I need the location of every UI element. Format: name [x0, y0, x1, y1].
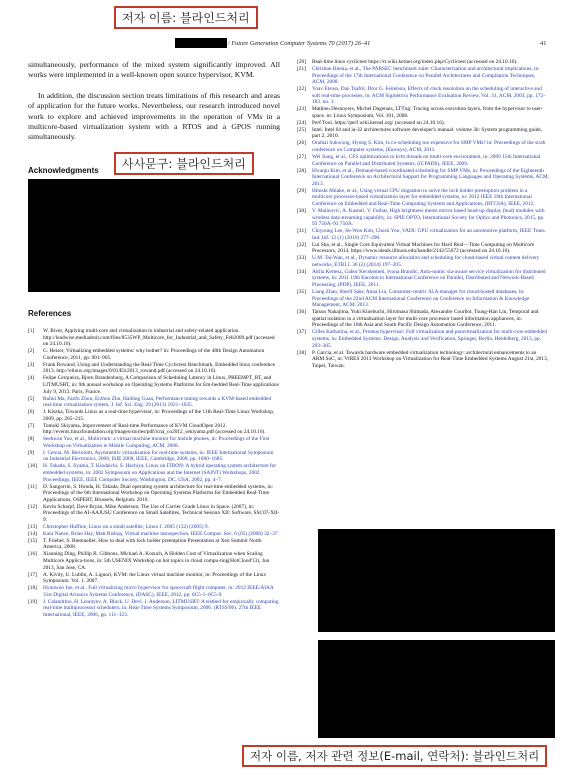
reference-item: [297, 269, 549, 289]
page-number: 41: [540, 40, 547, 47]
reference-number: [13]: [28, 523, 37, 530]
reference-item: [28, 551, 280, 571]
reference-number: [21]: [297, 65, 306, 72]
reference-text: Ruhui Ma, Fanfu Zhou, Erzhou Zhu, Haibing Guan, Performance tuning towards a KVM-based embedded real-time virtualization system, J. Inf. Sci. Eng. 29 (2013) 1021–1035.: [43, 395, 272, 409]
reference-number: [11]: [28, 483, 37, 490]
reference-text: Mathieu Desnoyers, Michel Dagenais, LTTng: Tracing across execution layers, from the hypervisor to user-space. in: Linux Symposium, Vol. 101, 2008.: [312, 106, 543, 119]
reference-number: [28]: [297, 167, 306, 174]
reference-text: Felipe Cerqueira, Bjorn Brandenburg, A Comparison of Scheduling Latency in Linux, PREEMPT_RT, and LITMUSRT, in: 9th annual workshop on Operating Systems Platforms for Em-bedded Real-Time applications July 9, 2013. Paris, France.: [43, 375, 279, 395]
reference-text: Xiaoning Ding, Phillip B. Gibbons, Michael A. Kozuch, A Hidden Cost of Virtualization when Scaling Multicore Applica-tions, in: 5th USENIX Workshop on hot topics in cloud compu-ting(HotCloud'13), Jun 2013, San Jose, CA.: [43, 551, 270, 571]
reference-item: [28, 531, 280, 538]
reference-text: Seehwan Yoo, et al., Mobivmm: a virtual machine monitor for mobile phones, in: Proceedings of the First Workshop on Virtualization in Mobile Computing, ACM, 2008.: [43, 436, 270, 449]
reference-text: Tomoki Skiyama, Improvement of Real-time Performance of KVM CloudOpen 2012. http://events.linuxfoundation.org/images/stories/pdf/lcna_co2012_sekiyama.pdf (accessed on 24.10.16).: [43, 422, 266, 436]
reference-text: J. Calandrino, H. Leontyev, A. Block, U. Devi, J. Anderson, LITMUSRT: A testbed for empirically comparing real-time multiprocessor schedulers, in: Real-Time Systems Symposium, 2006. (RTSS'06). 27th IEEE International, IEEE, 2006, pp. 111–123.: [43, 598, 279, 618]
reference-item: [297, 127, 549, 140]
reference-number: [23]: [297, 106, 306, 113]
reference-text: Attila Kertesz, Gabor Kecskemeti, Ivona Brandic, Auto-nomic sla-aware service virtualization for distributed systems, in: 2011 19th Euromicro International Conference on Parallel, Distributed and Network-Based Processing, (PDP), IEEE, 2011.: [312, 268, 546, 289]
reference-text: W. River, Applying multi-core and virtualization to industrial and safety-related application. http://leadwise.mediadroit.com/files/8535WP_Multicore_for_Industrial_and_Safety_Feb2009.pdf (accessed on 24.10.16).: [43, 328, 275, 348]
reference-text: Kevin Scharpf, Dave Bryan, Mike Anderson, The Use of Carrier Grade Linux in Space. (2007), in: Proceedings of the AI-AAJUSU Conference on Small Satellites, Technical Session XII: Software, SSC07-XII-9.: [43, 503, 280, 523]
acknowledgments-heading: Acknowledgments: [28, 166, 99, 175]
reference-item: [297, 120, 549, 127]
reference-item: [297, 329, 549, 349]
reference-number: [34]: [297, 268, 306, 275]
body-paragraph-1: simultaneously, performance of the mixed system significantly improved. All works were implemented in a well-known open source hypervisor, KVM.: [28, 60, 280, 80]
reference-item: [28, 538, 280, 551]
reference-text: Wei Jiang, et al., CFS optimizations to kvm threads on multi-core environment, in: 2009 15th International Conference on Parallel and Distributed Systems, (ICPADS), IEEE, 2009.: [312, 154, 541, 167]
reference-item: [28, 375, 280, 395]
reference-number: [9]: [28, 449, 35, 456]
reference-text: Christopher Huffine, Linux on a small satellite, Linux J. 2005 (132) (2005) 9.: [43, 523, 209, 530]
reference-text: A. Kivity, U. Lublin, A. Liguori, KVM: the Linux virtual machine monitor, in: Proceedings of the Linux Symposium. Vol. 1. 2007.: [43, 571, 267, 585]
reference-item: [28, 328, 280, 348]
reference-number: [5]: [28, 395, 35, 402]
reference-text: Perf Tool. https://perf.wiki.kernel.org/ (accessed on 24.10.16).: [312, 119, 445, 126]
annotation-author-redacted: 저자 이름: 블라인드처리: [114, 6, 258, 29]
reference-number: [1]: [28, 328, 35, 334]
redacted-author-header: [175, 38, 227, 48]
reference-number: [10]: [28, 463, 37, 470]
reference-text: Real-time linux cyclictest https://rt.wiki.kernel.org/index.php/Cyclictest (accessed on 24.10.16).: [312, 59, 518, 65]
reference-text: P. Garcia, et al. Towards hardware embedded virtualization technology: architectural enhancements to an ARM SoC, in: VtRES 2013 Workshop on Virtualization for Real-Time Embedded Systems August 21st, 2013, Taipei, Taiwan.: [312, 349, 549, 369]
redacted-acknowledgments: [28, 179, 280, 292]
reference-item: [28, 362, 280, 375]
reference-item: [297, 350, 549, 370]
reference-number: [15]: [28, 537, 37, 544]
reference-number: [37]: [297, 329, 306, 336]
reference-number: [14]: [28, 530, 37, 537]
reference-number: [19]: [28, 598, 37, 605]
reference-text: Chiyoung Lee, Se-Won Kim, Chuck Yoo, VADI: GPU virtualization for an automotive platform, IEEE Trans. Ind. Inf. 12 (1) (2016) 277–290.: [312, 228, 546, 241]
reference-number: [27]: [297, 154, 306, 161]
reference-number: [24]: [297, 119, 306, 126]
reference-number: [33]: [297, 255, 306, 262]
reference-item: [297, 309, 549, 329]
reference-number: [20]: [297, 59, 306, 65]
reference-number: [4]: [28, 375, 35, 382]
reference-text: I. Cereia, M. Bertolotti, Asymmetric virtualisation for real-time systems, in: IEEE International Symposium on Industrial Electronics, 2008, ISIE 2008, IEEE, Cambridge, 2008, pp. 1680–1685.: [43, 449, 274, 463]
references-right-column: [297, 59, 549, 370]
reference-item: [297, 255, 549, 268]
reference-number: [2]: [28, 348, 35, 355]
reference-item: [28, 524, 280, 531]
reference-item: [297, 66, 549, 86]
reference-number: [36]: [297, 309, 306, 316]
reference-text: G. Heiser, Virtualizing embedded systems: why bother? in: Proceedings of the 48th Design Automation Conference, 2011, pp. 901–905.: [43, 348, 265, 361]
reference-item: [297, 228, 549, 241]
reference-item: [297, 289, 549, 309]
reference-item: [297, 208, 549, 228]
references-heading: References: [28, 309, 72, 318]
reference-number: [18]: [28, 585, 37, 592]
reference-item: [28, 599, 280, 619]
reference-number: [25]: [297, 126, 306, 133]
reference-item: [28, 572, 280, 585]
reference-text: V. Malinovic, A. Kasturi, V. Furbat, High brightness mems mirror based head-up display (hud) modules with wireless data streaming capability, in: SPIE OPTO, International Society for Optics and Photonics, 2015, pp. 93 750A–93 750A.: [312, 207, 545, 228]
reference-text: Lui Sha, et al., Single Core Equivalent Virtual Machines for Hard Real—Time Computing on Multicore Processors, 2014, https://www.ideals.illinois.edu/handle/2142/55672 (accessed on 24.10.16).: [312, 241, 535, 255]
reference-item: [297, 188, 549, 208]
reference-text: D. Sangorrin, S. Honda, H. Takada, Dual operating system architecture for real-time embedded systems, in: Proceedings of the 6th International Workshop on Operating Systems Platforms for Embedded Real-Time Applications, OSPERT, Brussels, Belgium. 2010.: [43, 483, 273, 503]
reference-text: Hyunwoo Joe, et al., Full virtualizing micro hypervisor for spacecraft flight computer, in: 2012 IEEE/AIAA 31st Digital Avionics Systems Conference, (DASC), IEEE, 2012, pp. 6C5-1–6C5-9.: [43, 585, 274, 598]
reference-item: [297, 140, 549, 153]
reference-number: [8]: [28, 436, 35, 443]
reference-number: [26]: [297, 140, 306, 147]
reference-item: [28, 504, 280, 524]
reference-number: [22]: [297, 86, 306, 93]
reference-number: [3]: [28, 361, 35, 368]
reference-text: Hwanju Kim, et al., Demand-based coordinated scheduling for SMP VMs, in: Proceedings of the Eighteenth International Conference on Architectural Support for Programming Languages and Operating Systems, ACM, 2013.: [312, 167, 549, 187]
reference-number: [17]: [28, 571, 37, 578]
reference-number: [32]: [297, 241, 306, 248]
reference-item: [28, 396, 280, 409]
reference-text: Yoav Etsion, Dan Tsafrir, Dror G. Feitelson, Effects of clock resolution on the scheduling of interactive and soft real-time processes, in: ACM Sigmetrics Performance Evaluation Review, Vol. 31, ACM, 2003, pp. 172–183. no. 1.: [312, 86, 546, 106]
reference-item: [28, 348, 280, 361]
annotation-author-info-redacted: 저자 이름, 저자 관련 정보(E-mail, 연락처): 블라인드처리: [242, 745, 547, 767]
reference-number: [38]: [297, 349, 306, 356]
reference-number: [29]: [297, 187, 306, 194]
body-paragraph-2: In addition, the discussion section treats limitations of this research and areas of application for the future works. Nevertheless, our research introduced novel work to explore and achieved improvements in the operation of VMs in a multicore-based virtualization system with a RTOS and a GPOS running simultaneously.: [28, 91, 280, 142]
references-left-column: [28, 328, 280, 619]
annotation-ack-redacted: 사사문구: 블라인드처리: [114, 152, 254, 175]
reference-text: J. Kiszka, Towards Linux as a real-time hypervisor, in: Proceedings of the 11th Real-Time Linux Workshop, 2009, pp. 205–215.: [43, 409, 275, 422]
reference-item: [28, 463, 280, 483]
reference-item: [28, 484, 280, 504]
reference-number: [35]: [297, 289, 306, 296]
reference-item: [28, 436, 280, 449]
reference-text: Tatsuo Nakajima, Yuki Kinebuchi, Hiromasa Shimada, Alexandre Courbot, Tsung-Han Lin, Temporal and spatial isolation in a virtualization layer for multi-core processor based information appliances, in: Proceedings of the 16th Asia and South Pacific Design Automation Conference, 2011.: [312, 309, 539, 329]
reference-number: [12]: [28, 503, 37, 510]
reference-text: Liang Zhao, Sherif Sakr, Anna Liu, Consumer-centric SLA manager for cloud-hosted databases, in: Proceedings of the 22nd ACM International Conference on Conference on Information & Knowledge Management, ACM, 2013.: [312, 289, 530, 309]
reference-item: [297, 242, 549, 255]
reference-item: [28, 585, 280, 598]
reference-text: T. Friebel, S. Biemueller, How to deal with lock holder preemption Presentation at Xen Summit North America, 2008.: [43, 537, 262, 551]
reference-number: [16]: [28, 551, 37, 558]
journal-header: / Future Generation Computer Systems 70 (2017) 26–41: [228, 40, 371, 47]
redacted-author-info-1: [318, 529, 555, 632]
reference-text: Intel. Intel 64 and ia-32 architectures software developer's manual. volume 3b: System programming guide, part 2, 2010.: [312, 126, 543, 140]
reference-text: Orathai Sukwong, Hyong S. Kim, Is co-scheduling too expensive for SMP VMs? in: Proceedings of the sixth conference on Computer systems, (Eurosys), ACM, 2011.: [312, 140, 546, 154]
reference-number: [31]: [297, 228, 306, 235]
reference-number: [6]: [28, 409, 35, 416]
reference-text: U.M. Tai-Wan, et al., Dynamic resource allocation and scheduling for cloud-based virtual content delivery networks, ETRI J. 36 (2) (2014) 197–205.: [312, 255, 540, 268]
reference-item: [297, 154, 549, 167]
reference-item: [297, 59, 549, 66]
reference-item: [297, 168, 549, 188]
reference-item: [297, 86, 549, 106]
reference-text: Hitoshi Mitake, et al., Using virtual CPU migration to solve the lock holder preemption problem in a multicore processor-based virtualization layer for embedded systems, in: 2012 IEEE 18th International Conference on Embedded and Real-Time Computing Systems and Applications, (RTCSA), IEEE, 2012.: [312, 187, 535, 207]
reference-number: [7]: [28, 422, 35, 429]
reference-item: [297, 106, 549, 119]
reference-text: Gilles Katharina, et al., Proteus hypervisor: Full virtualization and paravirtualization for multi-core embedded systems, in: Embedded Systems: Design, Analysis and Verification, Springer, Berlin, Heidelberg, 2013, pp. 293–305.: [312, 329, 547, 349]
redacted-author-info-2: [318, 640, 555, 738]
reference-item: [28, 450, 280, 463]
reference-text: Kara Nance, Brian Hay, Matt Bishop, Virtual machine introspection, IEEE Comput. Soc. 6 (05) (2008) 32–37.: [43, 530, 279, 537]
reference-item: [28, 423, 280, 436]
reference-number: [30]: [297, 207, 306, 214]
reference-text: Christian Bienia, et al., The PARSEC benchmark suite: Characterization and architectural implications, in: Proceedings of the 17th International Conference on Parallel Architectures and Compilation Techniques, ACM, 2008.: [312, 65, 540, 86]
reference-text: Frank Rowand, Using and Understanding the Real-Time Cyclictest Benchmark, Embedded linux conference 2013. http://elinux.org/images/0/01/Elc2013_rowand.pdf (accessed on 24.10.16).: [43, 361, 276, 375]
reference-text: H. Takada, S. Iiyama, T. Kindaichi, S. Hachiya, Linux on ITRON: A hybrid operating system architecture for embedded systems, in: 2002 Symposium on Applications and the Internet (SAINT) Workshops, 2002. Proceedings, IEEE, IEEE Computer Society, Washington, DC, USA, 2002, pp. 4–7.: [43, 463, 277, 483]
reference-item: [28, 409, 280, 422]
